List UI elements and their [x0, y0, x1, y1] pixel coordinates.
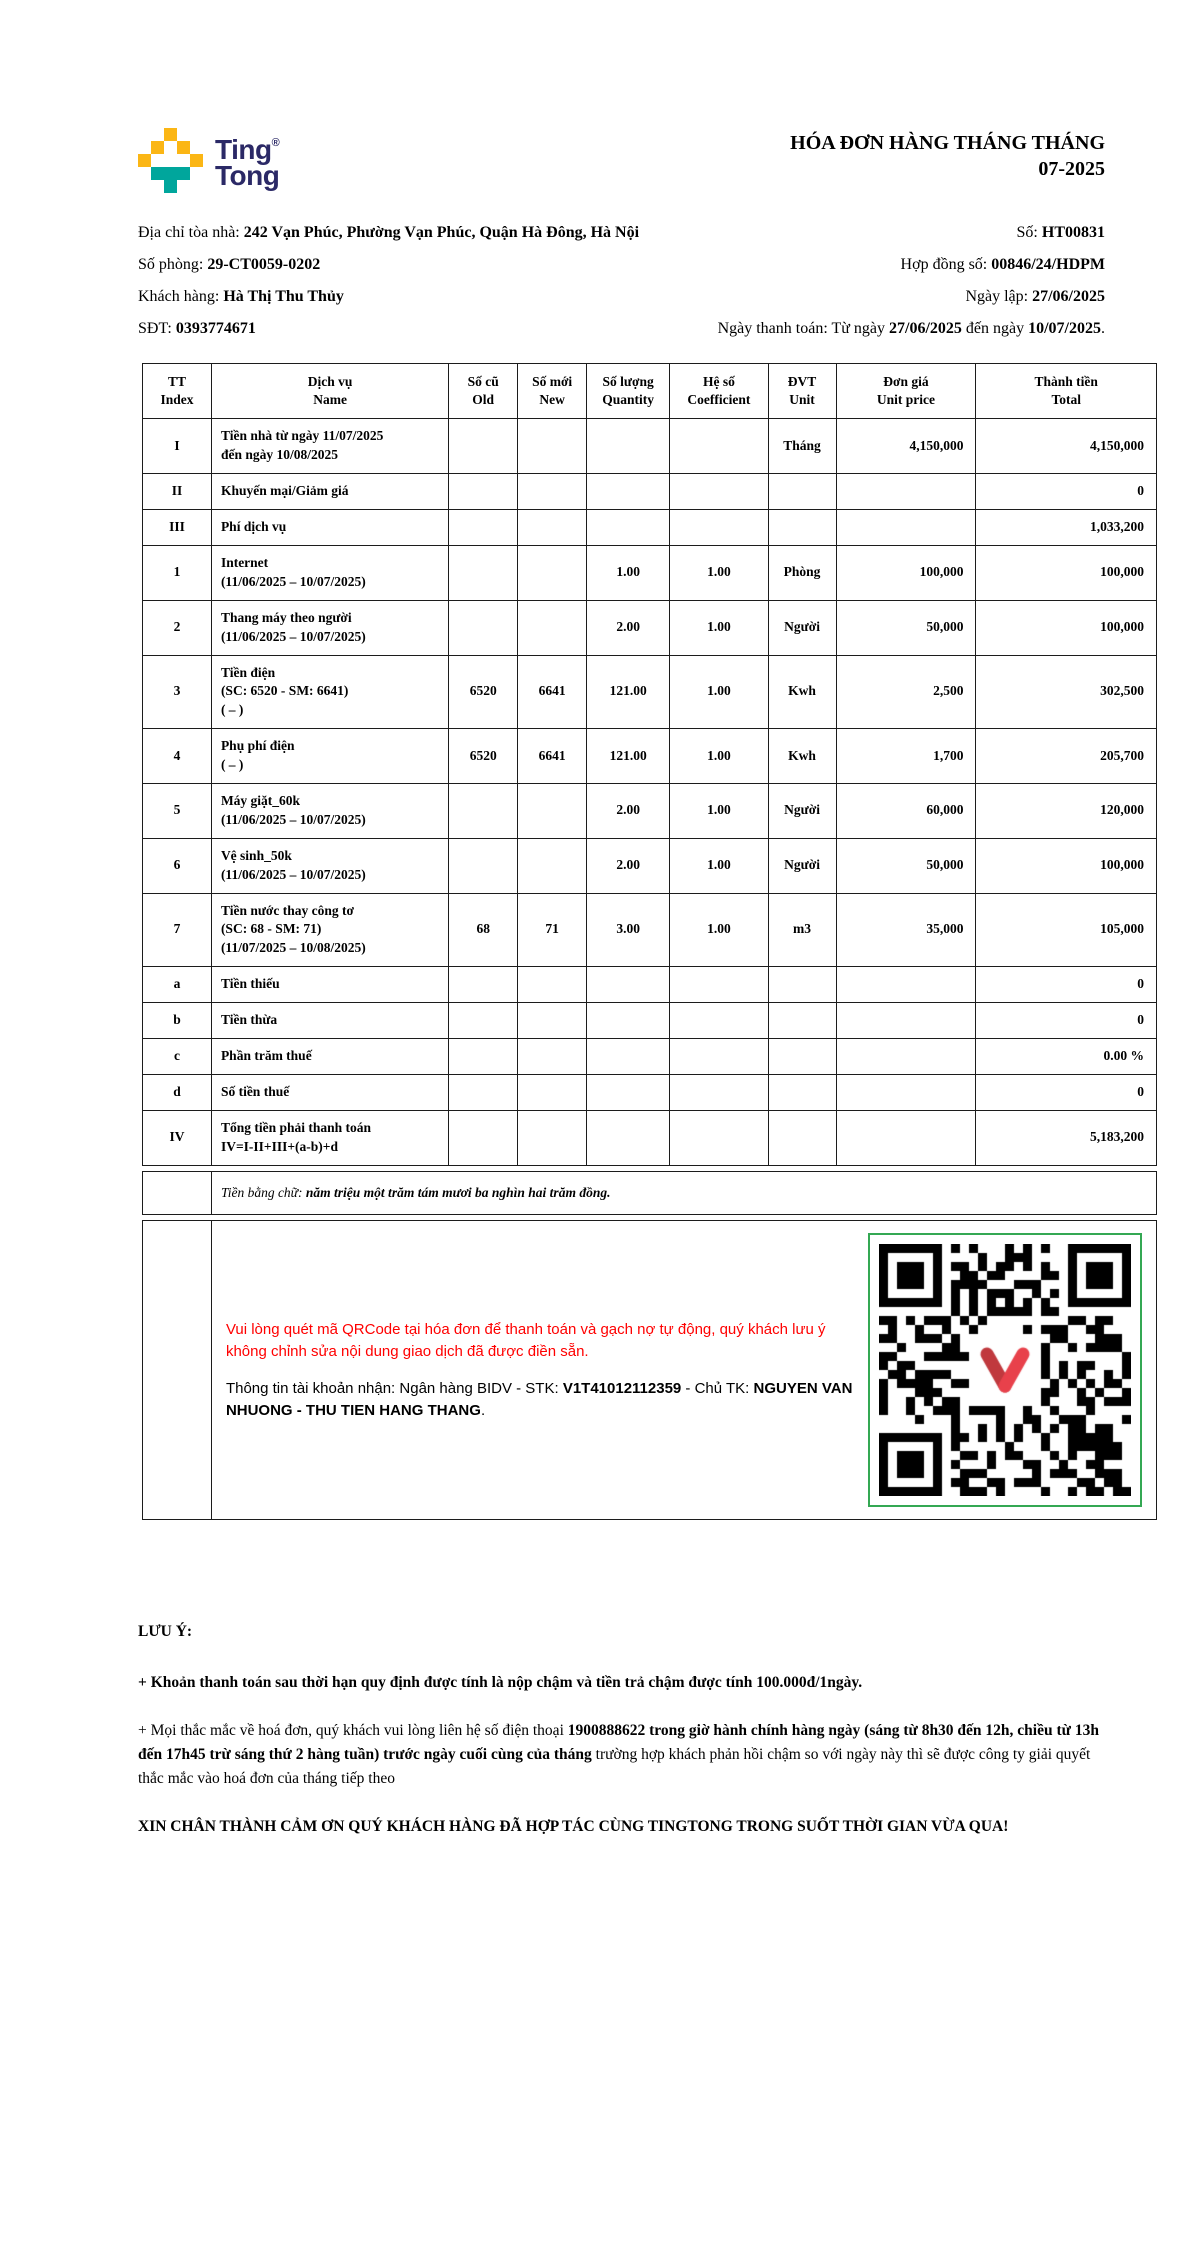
unit: Kwh: [768, 729, 836, 784]
footer-notes: [138, 1620, 1105, 1838]
old-reading: 6520: [449, 655, 518, 729]
total-amount: 5,183,200: [976, 1110, 1157, 1165]
registered-mark: ®: [271, 137, 280, 149]
quantity: [587, 474, 670, 510]
total-amount: 302,500: [976, 655, 1157, 729]
unit-price: 60,000: [836, 784, 976, 839]
coefficient: [670, 1110, 768, 1165]
quantity: 3.00: [587, 893, 670, 967]
column-header: Dịch vụ Name: [211, 364, 448, 419]
total-amount: 100,000: [976, 546, 1157, 601]
coefficient: 1.00: [670, 600, 768, 655]
info-line: Hợp đồng số: 00846/24/HDPM: [900, 256, 1105, 273]
column-header: Số lượng Quantity: [587, 364, 670, 419]
amount-in-words: Tiền bằng chữ: năm triệu một trăm tám mươi ba nghìn hai trăm đồng.: [211, 1171, 1156, 1215]
unit: Người: [768, 784, 836, 839]
service-name: Phí dịch vụ: [211, 510, 448, 546]
row-index: III: [143, 510, 212, 546]
column-header: Đơn giá Unit price: [836, 364, 976, 419]
qr-code-image: [879, 1244, 1131, 1496]
old-reading: [449, 838, 518, 893]
service-name: Tiền thừa: [211, 1003, 448, 1039]
coefficient: [670, 1003, 768, 1039]
unit: Tháng: [768, 419, 836, 474]
unit: m3: [768, 893, 836, 967]
vietqr-code: [868, 1233, 1142, 1507]
column-header: Số mới New: [518, 364, 587, 419]
row-index: IV: [143, 1110, 212, 1165]
total-amount: 120,000: [976, 784, 1157, 839]
total-amount: 0.00 %: [976, 1039, 1157, 1075]
old-reading: [449, 419, 518, 474]
notes-heading: LƯU Ý:: [138, 1623, 193, 1641]
old-reading: [449, 474, 518, 510]
quantity: [587, 1039, 670, 1075]
column-header: ĐVT Unit: [768, 364, 836, 419]
unit-price: 100,000: [836, 546, 976, 601]
service-name: Tiền nhà từ ngày 11/07/2025 đến ngày 10/08/2025: [211, 419, 448, 474]
row-index: b: [143, 1003, 212, 1039]
unit: Phòng: [768, 546, 836, 601]
row-index: c: [143, 1039, 212, 1075]
info-line: Ngày thanh toán: Từ ngày 27/06/2025 đến ngày 10/07/2025.: [717, 320, 1105, 337]
quantity: 2.00: [587, 600, 670, 655]
service-name: Phụ phí điện ( – ): [211, 729, 448, 784]
old-reading: 6520: [449, 729, 518, 784]
table-row: [143, 838, 1157, 893]
old-reading: [449, 1003, 518, 1039]
old-reading: 68: [449, 893, 518, 967]
table-row: [143, 510, 1157, 546]
table-row: [143, 1039, 1157, 1075]
empty-index-cell: [143, 1221, 212, 1520]
new-reading: [518, 967, 587, 1003]
tingtong-logo-text: [215, 134, 280, 192]
coefficient: 1.00: [670, 838, 768, 893]
new-reading: [518, 1110, 587, 1165]
table-row: [143, 655, 1157, 729]
row-index: a: [143, 967, 212, 1003]
unit: Người: [768, 838, 836, 893]
table-row: [143, 1003, 1157, 1039]
row-index: II: [143, 474, 212, 510]
old-reading: [449, 600, 518, 655]
thank-you-note: XIN CHÂN THÀNH CẢM ƠN QUÝ KHÁCH HÀNG ĐÃ HỢP TÁC CÙNG TINGTONG TRONG SUỐT THỜI GIAN VỪA QUA!: [138, 1817, 1009, 1835]
total-amount: 4,150,000: [976, 419, 1157, 474]
table-row: [143, 546, 1157, 601]
service-name: Phần trăm thuế: [211, 1039, 448, 1075]
unit-price: 35,000: [836, 893, 976, 967]
service-name: Khuyến mại/Giảm giá: [211, 474, 448, 510]
info-line: Số: HT00831: [1016, 224, 1105, 241]
unit-price: [836, 1110, 976, 1165]
unit-price: 2,500: [836, 655, 976, 729]
quantity: [587, 510, 670, 546]
info-line: Số phòng: 29-CT0059-0202: [138, 256, 321, 273]
row-index: d: [143, 1074, 212, 1110]
old-reading: [449, 1074, 518, 1110]
service-name: Vệ sinh_50k (11/06/2025 – 10/07/2025): [211, 838, 448, 893]
service-name: Internet (11/06/2025 – 10/07/2025): [211, 546, 448, 601]
unit: [768, 1003, 836, 1039]
qr-notice-red: Vui lòng quét mã QRCode tại hóa đơn để thanh toán và gạch nợ tự động, quý khách lưu ý không chỉnh sửa nội dung giao dịch đã được điền sẵn.: [225, 1320, 826, 1360]
unit: Người: [768, 600, 836, 655]
row-index: 3: [143, 655, 212, 729]
old-reading: [449, 967, 518, 1003]
unit-price: 50,000: [836, 600, 976, 655]
old-reading: [449, 784, 518, 839]
info-line: SĐT: 0393774671: [138, 320, 256, 337]
total-amount: 100,000: [976, 838, 1157, 893]
coefficient: [670, 1039, 768, 1075]
new-reading: [518, 784, 587, 839]
new-reading: [518, 600, 587, 655]
qr-instructions: [226, 1319, 866, 1422]
table-row: [143, 600, 1157, 655]
unit-price: 4,150,000: [836, 419, 976, 474]
new-reading: 6641: [518, 655, 587, 729]
unit-price: 1,700: [836, 729, 976, 784]
amount-in-words-table: [142, 1171, 1157, 1216]
row-index: 6: [143, 838, 212, 893]
total-amount: 205,700: [976, 729, 1157, 784]
new-reading: [518, 1074, 587, 1110]
total-amount: 1,033,200: [976, 510, 1157, 546]
service-name: Tiền nước thay công tơ (SC: 68 - SM: 71) (11/07/2025 – 10/08/2025): [211, 893, 448, 967]
row-index: I: [143, 419, 212, 474]
quantity: [587, 1110, 670, 1165]
info-line: Địa chỉ tòa nhà: 242 Vạn Phúc, Phường Vạn Phúc, Quận Hà Đông, Hà Nội: [138, 224, 640, 241]
unit-price: 50,000: [836, 838, 976, 893]
unit: [768, 1039, 836, 1075]
unit: [768, 510, 836, 546]
old-reading: [449, 1110, 518, 1165]
column-header: Hệ số Coefficient: [670, 364, 768, 419]
info-line: Khách hàng: Hà Thị Thu Thủy: [138, 288, 344, 305]
new-reading: [518, 1039, 587, 1075]
total-amount: 0: [976, 1074, 1157, 1110]
empty-index-cell: [143, 1171, 212, 1215]
unit: Kwh: [768, 655, 836, 729]
row-index: 7: [143, 893, 212, 967]
coefficient: [670, 967, 768, 1003]
new-reading: [518, 838, 587, 893]
coefficient: [670, 1074, 768, 1110]
info-line: Ngày lập: 27/06/2025: [965, 288, 1105, 305]
coefficient: 1.00: [670, 655, 768, 729]
unit-price: [836, 967, 976, 1003]
old-reading: [449, 1039, 518, 1075]
service-name: Tiền thiếu: [211, 967, 448, 1003]
quantity: [587, 419, 670, 474]
qr-payment-table: [142, 1220, 1157, 1520]
invoice-title: HÓA ĐƠN HÀNG THÁNG THÁNG 07-2025: [790, 132, 1105, 180]
new-reading: 71: [518, 893, 587, 967]
service-name: Tiền điện (SC: 6520 - SM: 6641) ( – ): [211, 655, 448, 729]
new-reading: [518, 546, 587, 601]
old-reading: [449, 546, 518, 601]
column-header: Thành tiền Total: [976, 364, 1157, 419]
coefficient: 1.00: [670, 784, 768, 839]
service-name: Thang máy theo người (11/06/2025 – 10/07/2025): [211, 600, 448, 655]
total-amount: 100,000: [976, 600, 1157, 655]
tingtong-logo: [138, 128, 279, 193]
new-reading: [518, 1003, 587, 1039]
unit-price: [836, 474, 976, 510]
total-amount: 0: [976, 1003, 1157, 1039]
table-row: [143, 1074, 1157, 1110]
service-name: Số tiền thuế: [211, 1074, 448, 1110]
coefficient: 1.00: [670, 546, 768, 601]
unit: [768, 474, 836, 510]
row-index: 4: [143, 729, 212, 784]
coefficient: [670, 510, 768, 546]
column-header: TT Index: [143, 364, 212, 419]
quantity: 121.00: [587, 729, 670, 784]
coefficient: [670, 419, 768, 474]
charges-section: [142, 363, 1157, 1520]
table-row: [143, 784, 1157, 839]
total-amount: 0: [976, 967, 1157, 1003]
quantity: 2.00: [587, 784, 670, 839]
quantity: 121.00: [587, 655, 670, 729]
table-row: [143, 967, 1157, 1003]
late-payment-note: + Khoản thanh toán sau thời hạn quy định được tính là nộp chậm và tiền trả chậm được tính 100.000đ/1ngày.: [138, 1673, 863, 1691]
new-reading: [518, 474, 587, 510]
unit-price: [836, 1003, 976, 1039]
hotline-note: + Mọi thắc mắc về hoá đơn, quý khách vui lòng liên hệ số điện thoại 1900888622 trong giờ hành chính hàng ngày (sáng từ 8h30 đến 12h, chiều từ 13h đến 17h45 trừ sáng thứ 2 hàng tuần) trước ngày cuối cùng của tháng trường hợp khách phản hồi chậm so với ngày này thì sẽ được công ty giải quyết thắc mắc vào hoá đơn của tháng tiếp theo: [138, 1721, 1099, 1787]
row-index: 2: [143, 600, 212, 655]
charges-table: [142, 363, 1157, 1166]
new-reading: 6641: [518, 729, 587, 784]
service-name: Tổng tiền phải thanh toán IV=I-II+III+(a-b)+d: [211, 1110, 448, 1165]
table-row: [143, 474, 1157, 510]
quantity: [587, 967, 670, 1003]
quantity: [587, 1074, 670, 1110]
new-reading: [518, 419, 587, 474]
building-customer-info: [138, 217, 643, 345]
service-name: Máy giặt_60k (11/06/2025 – 10/07/2025): [211, 784, 448, 839]
total-amount: 0: [976, 474, 1157, 510]
row-index: 5: [143, 784, 212, 839]
column-header: Số cũ Old: [449, 364, 518, 419]
unit-price: [836, 1074, 976, 1110]
table-row: [143, 1110, 1157, 1165]
table-row: [143, 893, 1157, 967]
old-reading: [449, 510, 518, 546]
qr-payment-cell: [211, 1221, 1156, 1520]
quantity: 1.00: [587, 546, 670, 601]
invoice-header: [138, 128, 1105, 193]
unit-price: [836, 510, 976, 546]
invoice-info: [138, 217, 1105, 345]
row-index: 1: [143, 546, 212, 601]
total-amount: 105,000: [976, 893, 1157, 967]
new-reading: [518, 510, 587, 546]
tingtong-logo-icon: [138, 128, 203, 193]
quantity: 2.00: [587, 838, 670, 893]
logo-word-tong: Tong: [215, 160, 280, 192]
coefficient: 1.00: [670, 729, 768, 784]
quantity: [587, 1003, 670, 1039]
unit: [768, 1074, 836, 1110]
table-row: [143, 419, 1157, 474]
unit: [768, 1110, 836, 1165]
invoice-meta-info: [643, 217, 1105, 345]
unit-price: [836, 1039, 976, 1075]
account-info: Thông tin tài khoản nhận: Ngân hàng BIDV - STK: V1T41012112359 - Chủ TK: NGUYEN VAN NHUONG - THU TIEN HANG THANG.: [225, 1380, 853, 1420]
unit: [768, 967, 836, 1003]
logo-word-ting: Ting: [215, 134, 272, 165]
coefficient: [670, 474, 768, 510]
table-row: [143, 729, 1157, 784]
coefficient: 1.00: [670, 893, 768, 967]
